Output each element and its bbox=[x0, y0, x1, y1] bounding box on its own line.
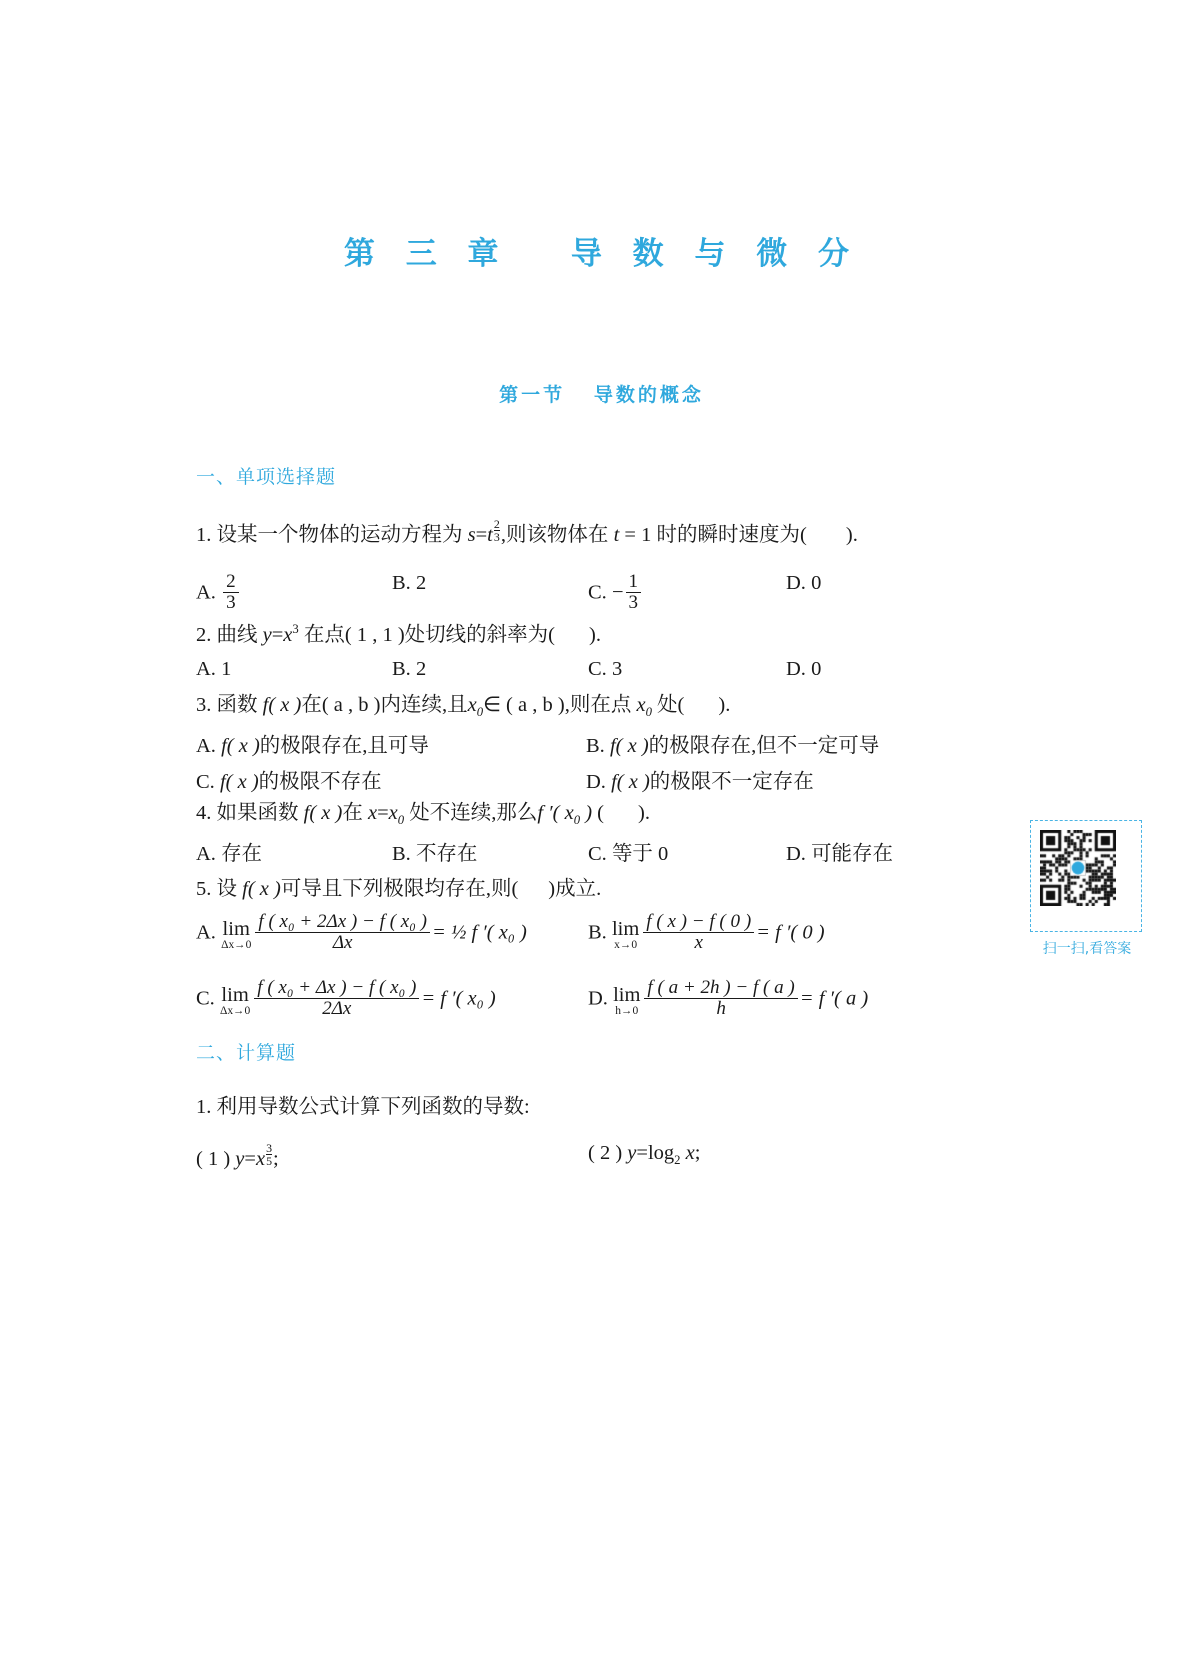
q2-option-c: C. 3 bbox=[588, 658, 623, 680]
q3-option-d: D. f( x )的极限不一定存在 bbox=[586, 771, 814, 793]
calc-question-1: 1. 利用导数公式计算下列函数的导数: bbox=[196, 1096, 530, 1118]
q1-option-a-fraction: $\frac{2}{3}$ bbox=[223, 572, 239, 613]
question-3-stem: 3. 函数 f( x )在( a , b )内连续,且$x_0\in$ ( a , b ),则在点 $x_0$ 处( ). bbox=[196, 694, 731, 720]
q1-stem-d: ). bbox=[845, 523, 858, 546]
q5-d-lim: lim h→0 bbox=[613, 984, 641, 1017]
q1-base-t: t bbox=[487, 523, 493, 546]
q5-option-a: A. lim Δx→0 $\frac{\text{f ( x₀ + 2Δx ) − f ( x₀ )}}{\Delta x}$ = ½ f ′( x₀ ) bbox=[196, 911, 527, 954]
q1-option-d: D. 0 bbox=[786, 572, 822, 594]
question-1-stem bbox=[196, 518, 858, 551]
q1-eq: = bbox=[475, 523, 488, 546]
q5-b-lim: lim x→0 bbox=[611, 918, 640, 951]
calc-sub-2: ( 2 ) $y=\log_2$ x; bbox=[588, 1142, 701, 1168]
q5-d-fraction: $\frac{f ( a + 2h ) - f ( a )}{h}$ bbox=[644, 978, 797, 1019]
part-heading-multiple-choice: 一、单项选择题 bbox=[196, 466, 337, 488]
part-heading-calculation: 二、计算题 bbox=[196, 1042, 297, 1064]
q5-option-d: D. lim h→0 $\frac{f ( a + 2h ) - f ( a )}{h}$ = f ′( a ) bbox=[588, 977, 869, 1020]
q3-option-c: C. f( x )的极限不存在 bbox=[196, 771, 382, 793]
q1-option-b: B. 2 bbox=[392, 572, 427, 594]
qr-caption: 扫一扫,看答案 bbox=[1042, 941, 1132, 957]
section-title: 第一节 导数的概念 bbox=[499, 384, 704, 406]
q3-option-b: B. f( x )的极限存在,但不一定可导 bbox=[586, 735, 880, 757]
q1-exponent: $\frac{2}{3}$ bbox=[493, 517, 500, 545]
qr-code[interactable] bbox=[1040, 830, 1116, 906]
calc-sub-1: ( 1 ) y=x $\frac{3}{5}$ ; bbox=[196, 1141, 279, 1170]
q1-option-c-fraction: $\frac{1}{3}$ bbox=[626, 572, 642, 613]
q1-option-c: C. − $\frac{1}{3}$ bbox=[588, 572, 643, 613]
q2-option-d: D. 0 bbox=[786, 658, 822, 680]
q5-a-lim: lim Δx→0 bbox=[221, 918, 252, 951]
q5-b-fraction: $\frac{f ( x ) - f ( 0 )}{x}$ bbox=[643, 912, 754, 953]
q2-option-a: A. 1 bbox=[196, 658, 232, 680]
question-5-stem: 5. 设 f( x )可导且下列极限均存在,则( )成立. bbox=[196, 878, 602, 900]
q3-option-a: A. f( x )的极限存在,且可导 bbox=[196, 735, 429, 757]
q4-option-c: C. 等于 0 bbox=[588, 843, 669, 865]
q5-c-fraction: $\frac{\text{f ( x₀ + Δx ) − f ( x₀ )}}{2\Delta x}$ bbox=[254, 978, 419, 1019]
calc-sub1-exponent: $\frac{3}{5}$ bbox=[266, 1141, 272, 1169]
q1-stem-c: = 1 时的瞬时速度为( bbox=[624, 523, 807, 546]
question-2-stem: 2. 曲线 $y=x^3$ 在点( 1 , 1 )处切线的斜率为( ). bbox=[196, 622, 601, 646]
chapter-title: 第 三 章 导 数 与 微 分 bbox=[343, 236, 860, 272]
q1-stem-b: ,则该物体在 bbox=[500, 523, 609, 546]
q5-option-c: C. lim Δx→0 $\frac{\text{f ( x₀ + Δx ) − f ( x₀ )}}{2\Delta x}$ = f ′( x₀ ) bbox=[196, 977, 496, 1020]
q1-stem-a: 1. 设某一个物体的运动方程为 bbox=[196, 523, 463, 546]
q1-option-a: A. $\frac{2}{3}$ bbox=[196, 572, 241, 613]
q2-option-b: B. 2 bbox=[392, 658, 427, 680]
q5-c-lim: lim Δx→0 bbox=[219, 984, 251, 1017]
q1-var-s: s bbox=[467, 523, 476, 546]
q4-option-d: D. 可能存在 bbox=[786, 843, 894, 865]
q1-var-t: t bbox=[613, 523, 620, 546]
q5-option-b: B. lim x→0 $\frac{f ( x ) - f ( 0 )}{x}$ = f ′( 0 ) bbox=[588, 911, 825, 954]
q4-option-b: B. 不存在 bbox=[392, 843, 478, 865]
q4-option-a: A. 存在 bbox=[196, 843, 263, 865]
question-4-stem: 4. 如果函数 f( x )在 $x=x_0$ 处不连续,那么f ′( $x_0$ ) ( ). bbox=[196, 802, 650, 828]
q5-a-fraction: $\frac{\text{f ( x₀ + 2Δx ) − f ( x₀ )}}{\Delta x}$ bbox=[255, 912, 430, 953]
